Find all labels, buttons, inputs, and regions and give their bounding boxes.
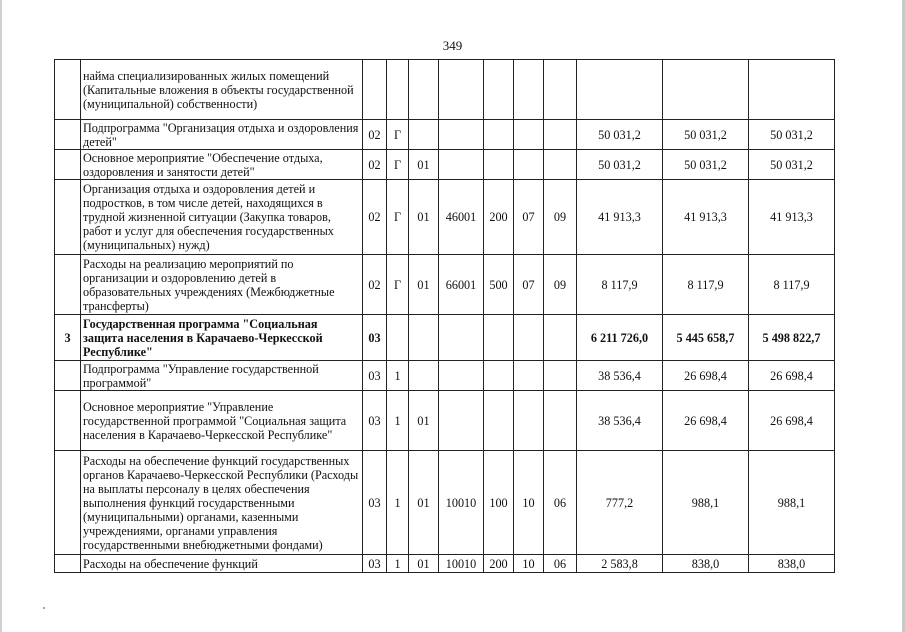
code-subprogram (387, 60, 409, 120)
code-direction: 46001 (439, 180, 484, 255)
code-program: 02 (363, 180, 387, 255)
code-measure: 01 (409, 451, 439, 555)
code-section: 07 (514, 255, 544, 315)
amount-year-1: 6 211 726,0 (577, 315, 663, 361)
amount-year-3: 50 031,2 (749, 120, 835, 150)
row-index (55, 451, 81, 555)
code-program (363, 60, 387, 120)
page-number: 349 (442, 38, 463, 53)
row-description: Расходы на обеспечение функций (81, 555, 363, 573)
amount-year-3: 838,0 (749, 555, 835, 573)
code-expense-type (484, 60, 514, 120)
code-section: 07 (514, 180, 544, 255)
code-subprogram: Г (387, 255, 409, 315)
amount-year-2: 838,0 (663, 555, 749, 573)
row-description: Основное мероприятие "Управление государственной программой "Социальная защита населения в Карачаево-Черкесской Республике" (81, 391, 363, 451)
amount-year-3 (749, 60, 835, 120)
code-direction (439, 361, 484, 391)
code-direction (439, 120, 484, 150)
code-direction: 66001 (439, 255, 484, 315)
row-description: Расходы на реализацию мероприятий по организации и оздоровлению детей в образовательных учреждениях (Межбюджетные трансферты) (81, 255, 363, 315)
table-row (55, 391, 835, 451)
code-direction (439, 60, 484, 120)
code-subsection: 06 (544, 555, 577, 573)
page-edge-left (0, 0, 2, 632)
amount-year-2: 50 031,2 (663, 120, 749, 150)
code-subprogram: 1 (387, 391, 409, 451)
code-section (514, 315, 544, 361)
code-measure: 01 (409, 150, 439, 180)
code-subsection: 09 (544, 255, 577, 315)
code-measure: 01 (409, 555, 439, 573)
table-row (55, 60, 835, 120)
code-section: 10 (514, 451, 544, 555)
code-direction (439, 391, 484, 451)
table-row (55, 361, 835, 391)
table-row (55, 150, 835, 180)
code-section (514, 361, 544, 391)
amount-year-1: 2 583,8 (577, 555, 663, 573)
row-index (55, 361, 81, 391)
row-index (55, 555, 81, 573)
row-description: Организация отдыха и оздоровления детей и подростков, в том числе детей, находящихся в трудной жизненной ситуации (Закупка товаров, работ и услуг для обеспечения государственных (муниципальных) нужд) (81, 180, 363, 255)
row-description: Государственная программа "Социальная защита населения в Карачаево-Черкесской Республике" (81, 315, 363, 361)
amount-year-3: 8 117,9 (749, 255, 835, 315)
code-program: 02 (363, 150, 387, 180)
code-section: 10 (514, 555, 544, 573)
amount-year-2: 41 913,3 (663, 180, 749, 255)
code-expense-type: 200 (484, 180, 514, 255)
amount-year-1: 41 913,3 (577, 180, 663, 255)
code-subprogram: Г (387, 150, 409, 180)
amount-year-1 (577, 60, 663, 120)
scan-speck (43, 607, 45, 609)
code-direction (439, 315, 484, 361)
code-direction: 10010 (439, 555, 484, 573)
code-program: 03 (363, 451, 387, 555)
amount-year-2: 50 031,2 (663, 150, 749, 180)
row-index (55, 150, 81, 180)
table-row (55, 180, 835, 255)
code-measure: 01 (409, 391, 439, 451)
code-expense-type: 200 (484, 555, 514, 573)
table-body (55, 60, 835, 573)
code-program: 03 (363, 315, 387, 361)
code-expense-type (484, 391, 514, 451)
amount-year-1: 50 031,2 (577, 120, 663, 150)
row-description: Расходы на обеспечение функций государственных органов Карачаево-Черкесской Республики (Расходы на выплаты персоналу в целях обеспечения выполнения функций государственными (муниципальными) органами, казенными учреждениями, органами управления государственными внебюджетными фондами) (81, 451, 363, 555)
code-measure (409, 315, 439, 361)
amount-year-3: 5 498 822,7 (749, 315, 835, 361)
code-measure: 01 (409, 180, 439, 255)
code-measure (409, 361, 439, 391)
code-expense-type (484, 361, 514, 391)
code-subsection: 09 (544, 180, 577, 255)
code-program: 03 (363, 391, 387, 451)
amount-year-2 (663, 60, 749, 120)
row-index (55, 120, 81, 150)
code-subprogram (387, 315, 409, 361)
code-subprogram: Г (387, 180, 409, 255)
row-description: Подпрограмма "Управление государственной программой" (81, 361, 363, 391)
amount-year-1: 777,2 (577, 451, 663, 555)
code-program: 02 (363, 255, 387, 315)
row-index (55, 180, 81, 255)
code-program: 02 (363, 120, 387, 150)
amount-year-3: 41 913,3 (749, 180, 835, 255)
amount-year-2: 26 698,4 (663, 391, 749, 451)
row-index (55, 60, 81, 120)
code-expense-type: 100 (484, 451, 514, 555)
code-section (514, 391, 544, 451)
code-program: 03 (363, 361, 387, 391)
code-subsection: 06 (544, 451, 577, 555)
amount-year-3: 988,1 (749, 451, 835, 555)
code-subsection (544, 60, 577, 120)
code-expense-type (484, 120, 514, 150)
code-expense-type (484, 150, 514, 180)
amount-year-2: 5 445 658,7 (663, 315, 749, 361)
code-program: 03 (363, 555, 387, 573)
amount-year-2: 8 117,9 (663, 255, 749, 315)
amount-year-2: 988,1 (663, 451, 749, 555)
code-expense-type: 500 (484, 255, 514, 315)
code-measure: 01 (409, 255, 439, 315)
table-row (55, 451, 835, 555)
row-description: найма специализированных жилых помещений (Капитальные вложения в объекты государственной (муниципальной) собственности) (81, 60, 363, 120)
table-row (55, 255, 835, 315)
table-row (55, 120, 835, 150)
code-section (514, 150, 544, 180)
amount-year-3: 26 698,4 (749, 391, 835, 451)
amount-year-1: 50 031,2 (577, 150, 663, 180)
code-subsection (544, 361, 577, 391)
code-expense-type (484, 315, 514, 361)
code-subprogram: 1 (387, 555, 409, 573)
code-section (514, 120, 544, 150)
table-row-program (55, 315, 835, 361)
table-row (55, 555, 835, 573)
amount-year-1: 38 536,4 (577, 361, 663, 391)
code-measure (409, 60, 439, 120)
code-measure (409, 120, 439, 150)
code-subprogram: 1 (387, 361, 409, 391)
row-index (55, 391, 81, 451)
amount-year-1: 8 117,9 (577, 255, 663, 315)
amount-year-1: 38 536,4 (577, 391, 663, 451)
row-index (55, 255, 81, 315)
code-section (514, 60, 544, 120)
code-subsection (544, 315, 577, 361)
budget-table (54, 59, 835, 573)
code-direction (439, 150, 484, 180)
code-subsection (544, 391, 577, 451)
row-description: Основное мероприятие "Обеспечение отдыха, оздоровления и занятости детей" (81, 150, 363, 180)
row-description: Подпрограмма "Организация отдыха и оздоровления детей" (81, 120, 363, 150)
code-subsection (544, 120, 577, 150)
code-subsection (544, 150, 577, 180)
amount-year-2: 26 698,4 (663, 361, 749, 391)
row-index: 3 (55, 315, 81, 361)
code-direction: 10010 (439, 451, 484, 555)
amount-year-3: 26 698,4 (749, 361, 835, 391)
amount-year-3: 50 031,2 (749, 150, 835, 180)
code-subprogram: 1 (387, 451, 409, 555)
code-subprogram: Г (387, 120, 409, 150)
